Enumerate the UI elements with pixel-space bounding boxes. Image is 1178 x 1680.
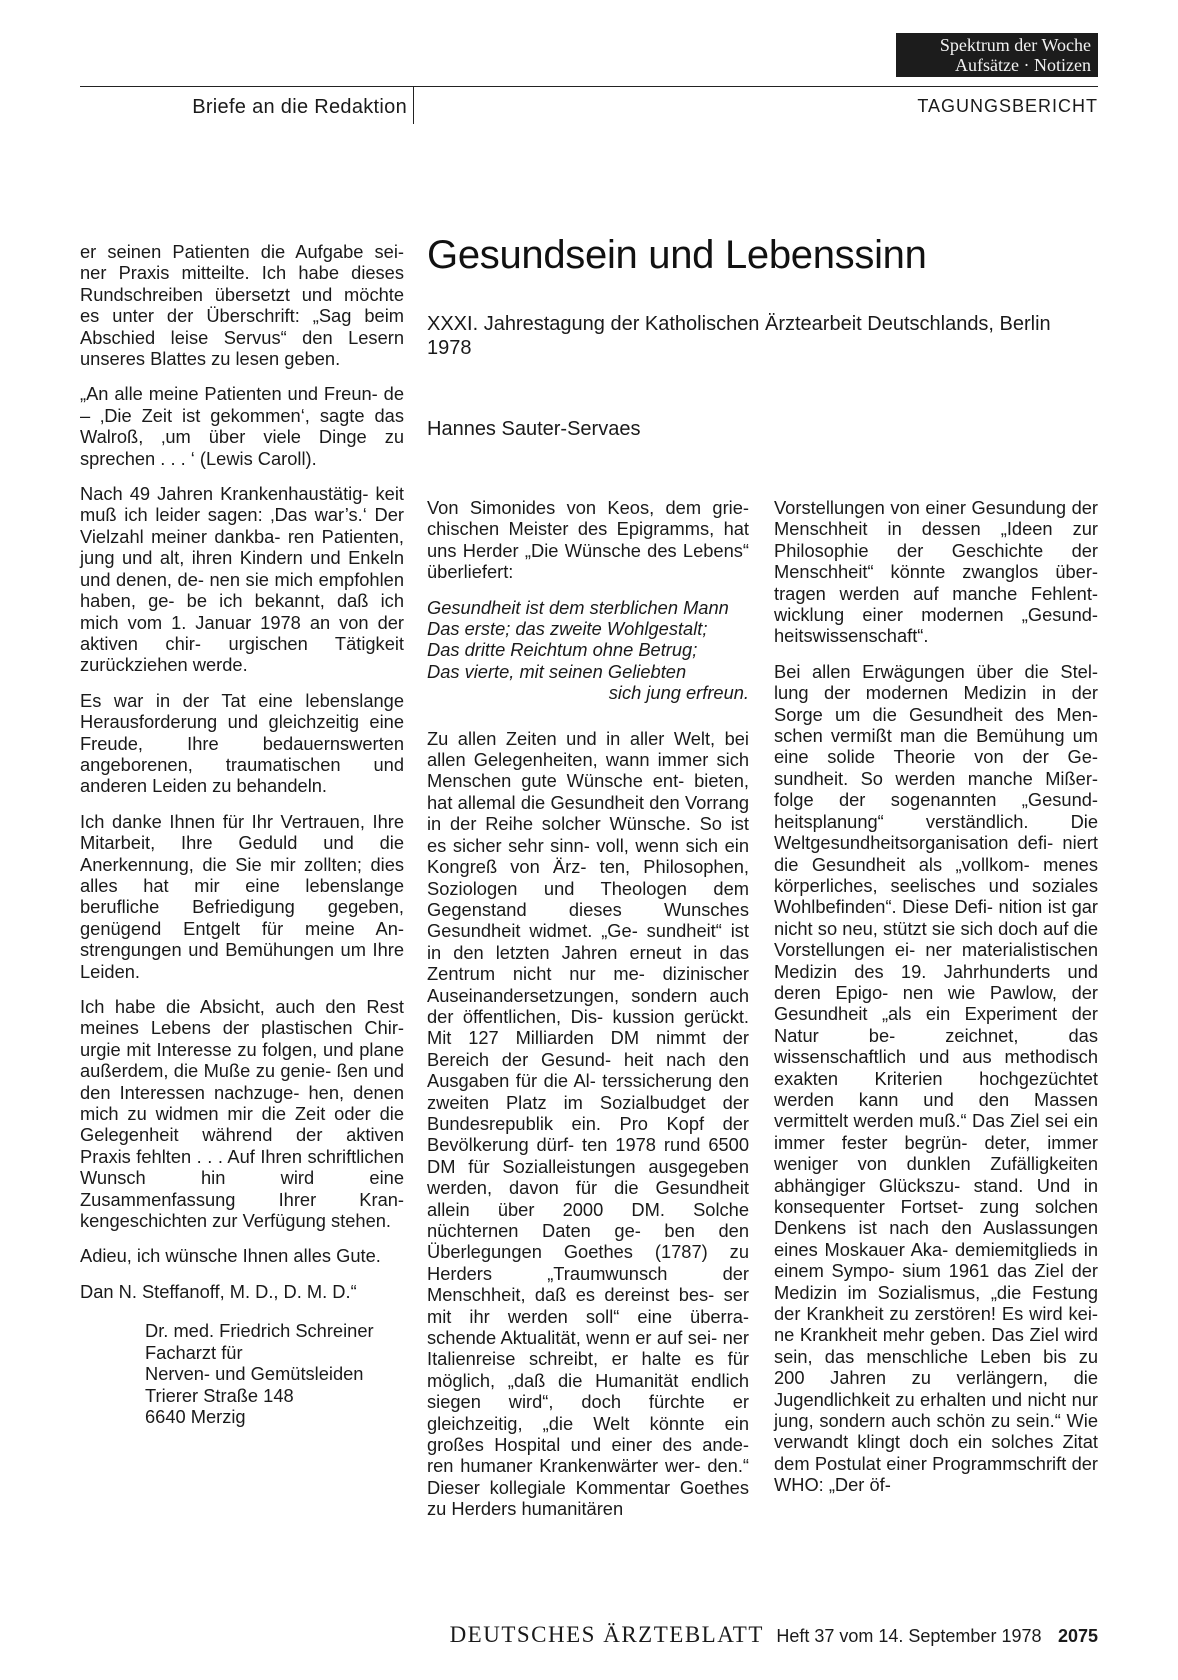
- address-line: Nerven- und Gemütsleiden: [145, 1363, 364, 1385]
- letter-signature: Dan N. Steffanoff, M. D., D. M. D.“: [80, 1280, 357, 1302]
- poem-quote: [427, 597, 749, 704]
- issue-info: Heft 37 vom 14. September 1978: [776, 1626, 1042, 1646]
- poem-line: Das dritte Reichtum ohne Betrug;: [427, 639, 698, 661]
- page-number: 2075: [1057, 1626, 1098, 1646]
- poem-line: Das vierte, mit seinen Geliebten: [427, 660, 687, 682]
- letter-paragraph: „An alle meine Patienten und Freun- de – ‚Die Zeit ist gekommen‘, sagte das Walroß, ‚um über viele Dinge zu sprechen . . . ‘ (Lewis Caroll).: [80, 383, 404, 469]
- article-column-1: [427, 497, 749, 1534]
- article-paragraph: Zu allen Zeiten und in aller Welt, bei allen Gelegenheiten, wann immer sich Menschen gute Wünsche ent- bieten, hat allemal die Gesundheit den Vorrang in der Reihe solcher Wünsche. So ist es sicher sehr sinn- voll, wenn sich ein Kongreß von Ärz- ten, Philosophen, Soziologen und Theologen dem Gegenstand dieses Wunsches Gesundheit widmet. „Ge- sundheit“ ist in den letzten Jahren erneut in das Zentrum nicht nur me- dizinischer Auseinandersetzungen, sondern auch der öffentlichen, Dis- kussion gerückt. Mit 127 Milliarden DM nimmt der Bereich der Gesund- heit nach den Ausgaben für die Al- terssicherung den zweiten Platz im Sozialbudget der Bundesrepublik ein. Pro Kopf der Bevölkerung dürf- ten 1978 rund 6500 DM für Sozialleistungen ausgegeben werden, davon für die Gesundheit allein über 2000 DM. Solche nüchternen Daten ge- ben den Überlegungen Goethes (1787) zu Herders „Traumwunsch der Menschheit, daß es dereinst bes- ser mit ihr werden soll“ eine überra- schende Aktualität, wenn er auf sei- ner Italienreise schreibt, er halte es für möglich, „daß die Humanität endlich siegen wird“, doch fürchte er gleichzeitig, „die Welt könnte ein großes Hospital und einer des ande- ren humaner Krankenwärter wer- den.“ Dieser kollegiale Kommentar Goethes zu Herders humanitären: [427, 727, 749, 1520]
- poem-line: Gesundheit ist dem sterblichen Mann: [427, 596, 729, 618]
- letter-paragraph: Es war in der Tat eine lebenslange Herausforderung und gleichzeitig eine Freude, Ihre bedauernswerten angeborenen, traumatischen und anderen Leiden zu behandeln.: [80, 689, 404, 797]
- address-line: 6640 Merzig: [145, 1405, 246, 1427]
- column-divider: [413, 86, 414, 124]
- article-subtitle: XXXI. Jahrestagung der Katholischen Ärztearbeit Deutschlands, Berlin 1978: [427, 313, 1051, 359]
- address-line: Trierer Straße 148: [145, 1384, 294, 1406]
- article-author: Hannes Sauter-Servaes: [427, 418, 641, 440]
- section-label-letters: Briefe an die Redaktion: [192, 96, 407, 118]
- sender-address: [145, 1320, 404, 1427]
- letter-paragraph: Adieu, ich wünsche Ihnen alles Gute.: [80, 1245, 381, 1267]
- section-label-report: TAGUNGSBERICHT: [917, 96, 1098, 116]
- letter-paragraph: Ich danke Ihnen für Ihr Vertrauen, Ihre Mitarbeit, Ihre Geduld und die Anerkennung, die Sie mir zollten; dies alles hat mir eine lebenslange berufliche Befriedigung gegeben, genügend Entgelt für meine An- strengungen und Bemühungen um Ihre Leiden.: [80, 810, 404, 982]
- address-line: Facharzt für: [145, 1341, 243, 1363]
- header-rule: [80, 86, 1098, 87]
- letter-paragraph: Ich habe die Absicht, auch den Rest meines Lebens der plastischen Chir- urgie mit Interesse zu folgen, und plane außerdem, die Muße zu genie- ßen und den Interessen nachzuge- hen, denen mich zu widmen mir die Zeit oder die Gelegenheit während der aktiven Praxis fehlten . . . Auf Ihren schriftlichen Wunsch hin wird eine Zusammenfassung Ihrer Kran- kengeschichten zur Verfügung stehen.: [80, 996, 404, 1232]
- badge-line-1: Spektrum der Woche: [939, 35, 1091, 55]
- article-paragraph: Bei allen Erwägungen über die Stel- lung der modernen Medizin in der Sorge um die Gesundheit des Men- schen vermißt man die Bemühung um eine solide Theorie von der Ge- sundheit. So werden manche Mißer- folge der sogenannten „Gesund- heitsplanung“ verständlich. Die Weltgesundheitsorganisation defi- niert die Gesundheit als „vollkom- menes körperliches, seelisches und soziales Wohlbefinden“. Diese Defi- nition ist gar nicht so neu, stützt sie sich doch auf die Vorstellungen ei- ner materialistischen Medizin des 19. Jahrhunderts und deren Epigo- nen wie Pawlow, der Gesundheit „als ein Experiment der Natur be- zeichnet, das wissenschaftlich und aus methodisch exakten Kriterien hochgezüchtet werden kann und den Massen vermittelt werden muß.“ Das Ziel sei ein immer fester begrün- deter, immer weniger von dunklen Zufälligkeiten abhängiger Glückszu- stand. Und in konsequenter Fortset- zung solchen Denkens ist nach den Auslassungen eines Moskauer Aka- demiemitglieds in einem Sympo- sium 1961 das Ziel der Medizin im Sozialismus, „die Festung der Krankheit zu zerstören! Es wird kei- ne Krankheit mehr geben. Das Ziel wird sein, das menschliche Leben bis zu 200 Jahren zu verlängern, die Jugendlichkeit zu erhalten und nicht nur jung, sondern auch schön zu sein.“ Wie verwandt klingt doch ein solches Zitat dem Postulat einer Programmschrift der WHO: „Der öf-: [774, 660, 1098, 1496]
- letter-paragraph: Nach 49 Jahren Krankenhaustätig- keit muß ich leider sagen: ‚Das war’s.‘ Der Vielzahl meiner dankba- ren Patienten, jung und alt, ihren Kindern und Enkeln und denen, de- nen sie mich empfohlen haben, ge- be ich bekannt, daß ich mich vom 1. Januar 1978 an von der aktiven chir- urgischen Tätigkeit zurückziehen werde.: [80, 483, 404, 676]
- article-paragraph: Vorstellungen von einer Gesundung der Menschheit in dessen „Ideen zur Philosophie der Geschichte der Menschheit“ könnte zwanglos über- tragen werden auf manche Fehlent- wicklung einer modernen „Gesund- heitswissenschaft“.: [774, 497, 1098, 647]
- poem-line: sich jung erfreun.: [608, 682, 749, 704]
- letter-column: [80, 241, 404, 1427]
- article-column-2: [774, 497, 1098, 1510]
- badge-line-2: Aufsätze · Notizen: [955, 55, 1091, 75]
- journal-name: DEUTSCHES ÄRZTEBLATT: [449, 1622, 764, 1647]
- page-footer: [405, 1622, 1098, 1648]
- address-line: Dr. med. Friedrich Schreiner: [145, 1320, 374, 1342]
- article-paragraph: Von Simonides von Keos, dem grie- chischen Meister des Epigramms, hat uns Herder „Die Wünsche des Lebens“ überliefert:: [427, 497, 749, 583]
- article-title: Gesundsein und Lebenssinn: [427, 233, 927, 277]
- poem-line: Das erste; das zweite Wohlgestalt;: [427, 618, 708, 640]
- section-badge: [896, 33, 1098, 77]
- letter-paragraph: er seinen Patienten die Aufgabe sei- ner Praxis mitteilte. Ich habe dieses Rundschreiben übersetzt und möchte es unter der Überschrift: „Sag beim Abschied leise Servus“ den Lesern unseres Blattes zu lesen geben.: [80, 241, 404, 370]
